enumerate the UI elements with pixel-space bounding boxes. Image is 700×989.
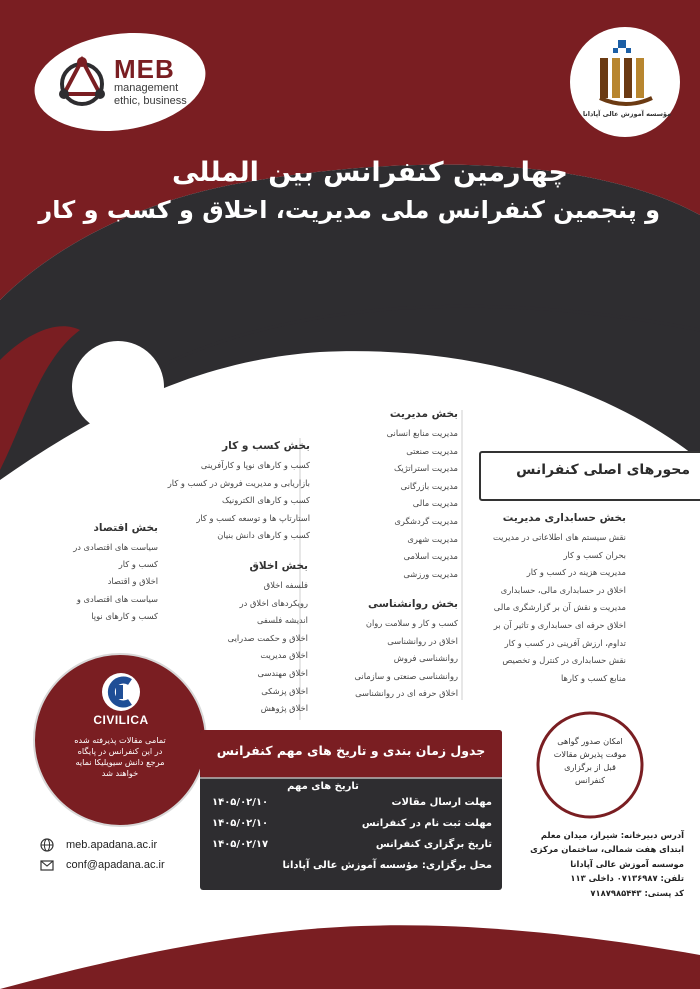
section-management [340, 408, 458, 583]
civilica-logo-text: CIVILICA [93, 713, 149, 727]
table-row [212, 818, 492, 839]
institute-emblem-icon [588, 38, 664, 108]
schedule-date: ۱۴۰۵/۰۲/۱۰ [212, 797, 269, 808]
list-item: استارتاپ ها و توسعه کسب و کار [196, 512, 310, 523]
axes-title: محورهای اصلی کنفرانس [516, 462, 690, 478]
meb-abbr: MEB [114, 54, 175, 84]
table-row [212, 839, 492, 860]
section-business-title: بخش کسب و کار [222, 440, 310, 452]
title-line2: و پنجمین کنفرانس ملی مدیریت، اخلاق و کسب و کار [38, 196, 660, 224]
list-item: نقش سیستم های اطلاعاتی در مدیریت [493, 532, 626, 542]
list-item: کسب و کارهای الکترونیک [221, 495, 310, 505]
schedule-label: مهلت ثبت نام در کنفرانس [361, 818, 492, 829]
certificate-note-line: موقت پذیرش مقالات [553, 749, 627, 759]
table-row [212, 797, 492, 818]
institute-caption: مؤسسه آموزش عالی آپادانا [582, 110, 672, 118]
list-item: بحران کسب و کار [563, 549, 626, 560]
list-item: سیاست های اقتصادی در [73, 542, 158, 552]
section-ethics-title: بخش اخلاق [249, 560, 308, 572]
civilica-note-line: مرجع دانش سیویلیکا نمایه [75, 757, 165, 767]
section-economics-title: بخش اقتصاد [93, 522, 158, 534]
list-item: نقش حسابداری در کنترل و تخصیص [502, 655, 626, 666]
globe-icon [40, 838, 54, 852]
list-item: مدیریت هزینه در کسب و کار [526, 567, 626, 578]
civilica-note-line: تمامی مقالات پذیرفته شده [74, 735, 166, 745]
website-link[interactable]: meb.apadana.ac.ir [66, 839, 158, 851]
contact-website-row [40, 836, 157, 854]
section-ethics [214, 560, 308, 718]
list-item: مدیریت منابع انسانی [386, 428, 458, 438]
section-psychology [320, 598, 458, 703]
schedule-date: ۱۴۰۵/۰۲/۱۷ [212, 839, 269, 850]
meb-line1: management [114, 82, 179, 94]
list-item: مدیریت گردشگری [394, 515, 458, 526]
list-item: اخلاق در روانشناسی [387, 635, 458, 646]
list-item: بازاریابی و مدیریت فروش در کسب و کار [167, 477, 310, 488]
list-item: مدیریت استراتژیک [393, 463, 458, 474]
list-item: مدیریت ورزشی [403, 568, 458, 579]
institute-logo [582, 38, 672, 128]
list-item: مدیریت شهری [407, 533, 458, 544]
list-item: اخلاق مهندسی [257, 667, 308, 678]
civilica-logo [76, 672, 166, 728]
list-item: اخلاق و حکمت صدرایی [227, 632, 308, 643]
section-psychology-title: بخش روانشناسی [368, 598, 458, 610]
civilica-emblem-icon [76, 672, 166, 712]
certificate-note-line: امکان صدور گواهی [557, 736, 623, 746]
meb-line2: ethic, business [114, 95, 187, 107]
meb-logo [52, 52, 202, 112]
address-line: کد پستی: ۷۱۸۷۹۸۵۴۴۳ [590, 887, 684, 898]
list-item: اندیشه فلسفی [257, 615, 308, 626]
schedule-venue: محل برگزاری: مؤسسه آموزش عالی آپادانا [282, 860, 492, 871]
list-item: فلسفه اخلاق [263, 580, 308, 590]
address-line: تلفن: ۰۷۱۳۶۹۸۷ داخلی ۱۱۳ [570, 873, 684, 884]
address-line: ابتدای هفت شمالی، ساختمان مرکزی [530, 844, 684, 855]
list-item: روانشناسی فروش [393, 653, 458, 663]
list-item: کسب و کار و سلامت روان [365, 618, 458, 628]
list-item: اخلاق حرفه ای در روانشناسی [355, 688, 458, 698]
list-item: کسب و کارهای نوپا [91, 610, 158, 621]
civilica-note-line: خواهند شد [101, 768, 139, 778]
list-item: مدیریت اسلامی [403, 551, 458, 562]
section-business [168, 440, 310, 545]
contact-email-row [40, 856, 165, 874]
address-block [508, 828, 684, 900]
schedule-label: تاریخ برگزاری کنفرانس [375, 839, 492, 850]
list-item: مدیریت مالی [412, 498, 458, 509]
address-line: موسسه آموزش عالی آپادانا [570, 858, 684, 869]
list-item: اخلاق پزشکی [261, 685, 308, 696]
list-item: روانشناسی صنعتی و سازمانی [354, 670, 458, 681]
list-item: منابع کسب و کارها [560, 672, 626, 683]
certificate-note [544, 735, 636, 787]
list-item: سیاست های اقتصادی و [76, 593, 158, 604]
mail-icon [40, 858, 54, 872]
title-line1: چهارمین کنفرانس بین المللی [171, 157, 569, 188]
list-item: اخلاق در حسابداری مالی، حسابداری [500, 584, 626, 595]
schedule-label: مهلت ارسال مقالات [391, 797, 492, 808]
list-item: مدیریت صنعتی [406, 445, 458, 456]
address-line: آدرس دبیرخانه: شیراز، میدان معلم [540, 830, 684, 840]
list-item: اخلاق مدیریت [260, 650, 308, 661]
email-link[interactable]: conf@apadana.ac.ir [66, 859, 165, 871]
list-item: کسب و کارهای دانش بنیان [217, 530, 310, 540]
list-item: کسب و کار [118, 559, 158, 570]
list-item: کسب و کارهای نوپا و کارآفرینی [200, 460, 310, 470]
schedule-date: ۱۴۰۵/۰۲/۱۰ [212, 818, 269, 829]
section-management-title: بخش مدیریت [389, 408, 458, 420]
list-item: مدیریت بازرگانی [400, 480, 458, 491]
list-item: تداوم، ارزش آفرینی در کسب و کار [504, 637, 626, 648]
certificate-note-line: کنفرانس [574, 775, 606, 785]
civilica-note [50, 735, 190, 779]
meb-emblem-icon [52, 52, 112, 112]
list-item: مدیریت و نقش آن بر گزارشگری مالی [493, 602, 626, 613]
section-accounting-title: بخش حسابداری مدیریت [502, 512, 626, 524]
list-item: اخلاق و اقتصاد [107, 576, 158, 587]
list-item: رویکردهای اخلاق در [239, 597, 308, 608]
schedule-rows [212, 797, 492, 881]
section-economics [60, 522, 158, 625]
list-item: اخلاق پژوهش [260, 703, 308, 714]
civilica-note-line: در این کنفرانس در پایگاه [77, 746, 163, 756]
schedule-subtitle: تاریخ های مهم [287, 781, 359, 792]
section-accounting [486, 512, 626, 687]
schedule-title: جدول زمان بندی و تاریخ های مهم کنفرانس [216, 743, 486, 758]
list-item: اخلاق حرفه ای حسابداری و تاثیر آن بر [493, 619, 626, 630]
certificate-note-line: قبل از برگزاری [564, 762, 616, 772]
